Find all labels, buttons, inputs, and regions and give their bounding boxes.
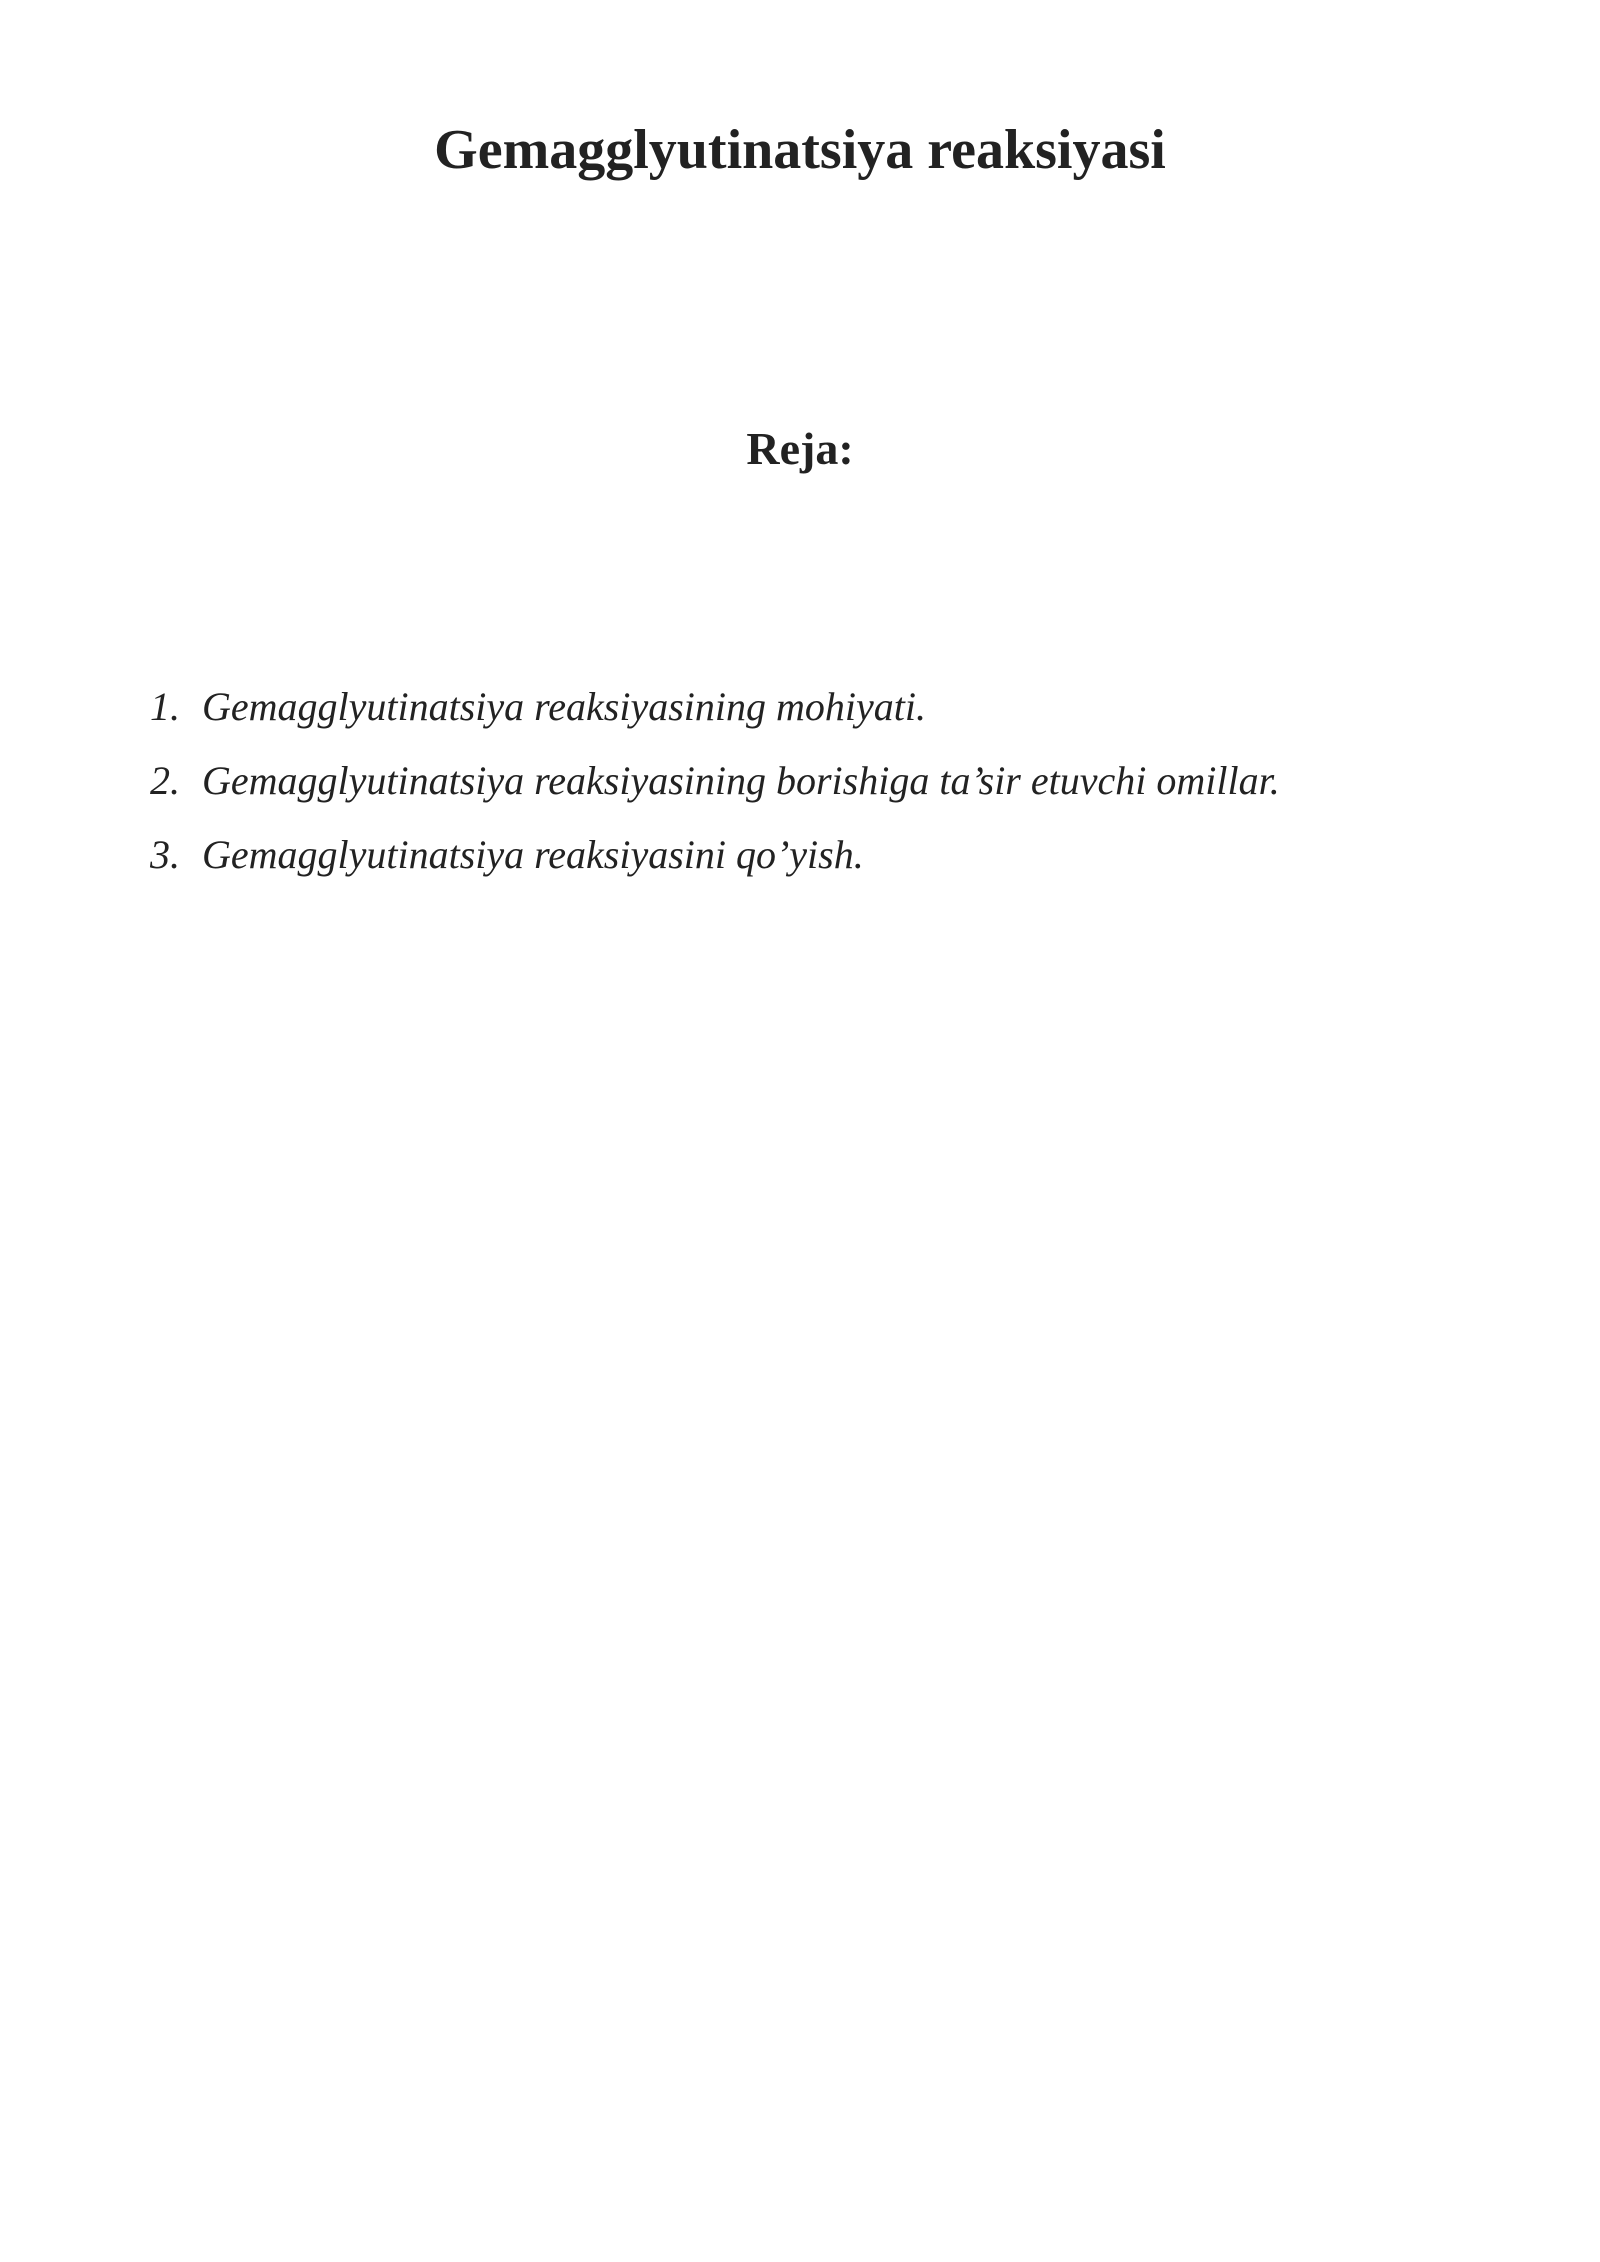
- plan-list: [150, 670, 1450, 892]
- plan-item-1: [150, 670, 1450, 744]
- plan-item-text: Gemagglyutinatsiya reaksiyasini qo’yish.: [202, 832, 864, 877]
- plan-item-text: Gemagglyutinatsiya reaksiyasining mohiyati.: [202, 684, 926, 729]
- plan-item-number: 3.: [150, 832, 180, 877]
- plan-heading: Reja:: [746, 423, 854, 474]
- plan-item-number: 1.: [150, 684, 180, 729]
- plan-item-number: 2.: [150, 758, 180, 803]
- plan-item-text: Gemagglyutinatsiya reaksiyasining borishiga ta’sir etuvchi omillar.: [202, 758, 1280, 803]
- page-title: Gemagglyutinatsiya reaksiyasi: [434, 119, 1166, 181]
- plan-item-2: [150, 744, 1450, 818]
- plan-item-3: [150, 818, 1450, 892]
